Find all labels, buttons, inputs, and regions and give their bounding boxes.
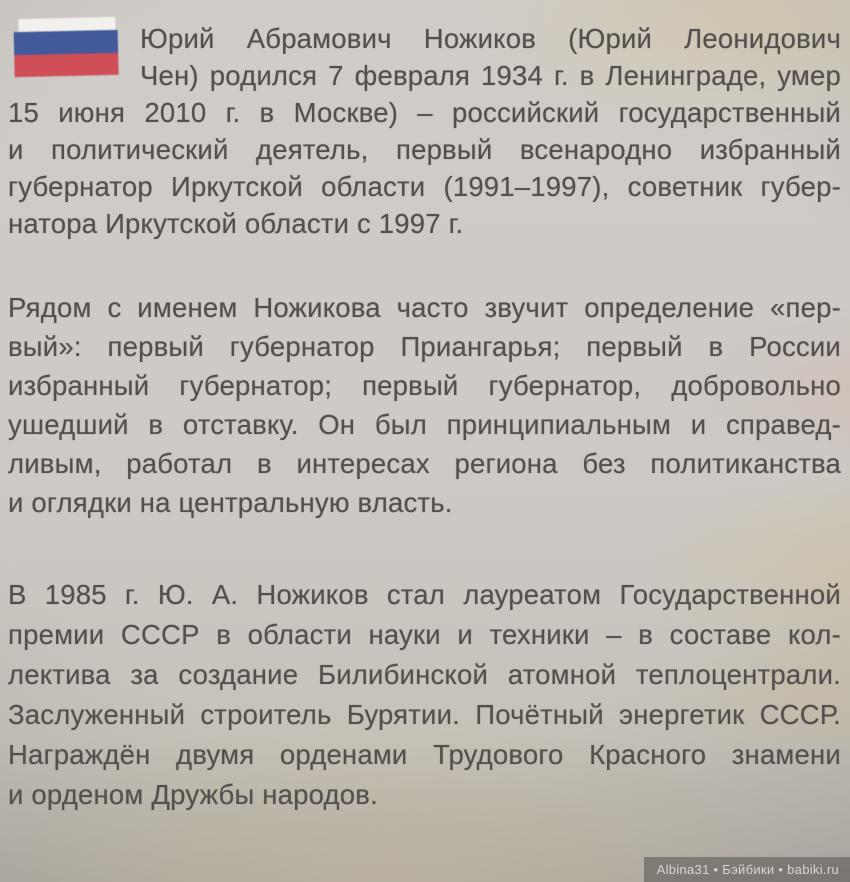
paragraph-first-governor <box>8 288 841 522</box>
text-line: ушедший в отставку. Он был принципиальным и справед- <box>8 409 841 440</box>
text-line: лектива за создание Билибинской атомной теплоцентрали. <box>8 659 841 690</box>
text-line: губернатор Иркутской области (1991–1997), советник губер- <box>8 171 841 202</box>
watermark-text: Albina31 • Бэйбики • babiki.ru <box>656 862 839 877</box>
text-line: Рядом с именем Ножикова часто звучит определение «пер- <box>8 292 841 323</box>
text-line: Награждён двумя орденами Трудового Красного знамени <box>8 739 841 770</box>
watermark-credit <box>644 857 850 882</box>
text-line: и орденом Дружбы народов. <box>8 779 378 810</box>
text-line: ливым, работал в интересах региона без политиканства <box>8 448 841 479</box>
text-line: В 1985 г. Ю. А. Ножиков стал лауреатом Государственной <box>8 579 841 610</box>
text-line: Заслуженный строитель Бурятии. Почётный энергетик СССР. <box>8 699 841 730</box>
text-line: и политический деятель, первый всенародно избранный <box>8 134 841 165</box>
text-line: 15 июня 2010 г. в Москве) – российский государственный <box>8 97 841 128</box>
paragraph-awards <box>8 575 841 815</box>
text-line: премии СССР в области науки и техники – в составе кол- <box>8 619 841 650</box>
text-line: избранный губернатор; первый губернатор, добровольно <box>8 370 841 401</box>
text-line: Юрий Абрамович Ножиков (Юрий Леонидович <box>140 23 841 54</box>
text-line: и оглядки на центральную власть. <box>8 487 453 518</box>
text-line: Чен) родился 7 февраля 1934 г. в Ленинграде, умер <box>140 60 841 91</box>
paragraph-intro <box>8 20 841 242</box>
text-line: натора Иркутской области с 1997 г. <box>8 208 464 239</box>
text-line: вый»: первый губернатор Приангарья; первый в России <box>8 331 841 362</box>
